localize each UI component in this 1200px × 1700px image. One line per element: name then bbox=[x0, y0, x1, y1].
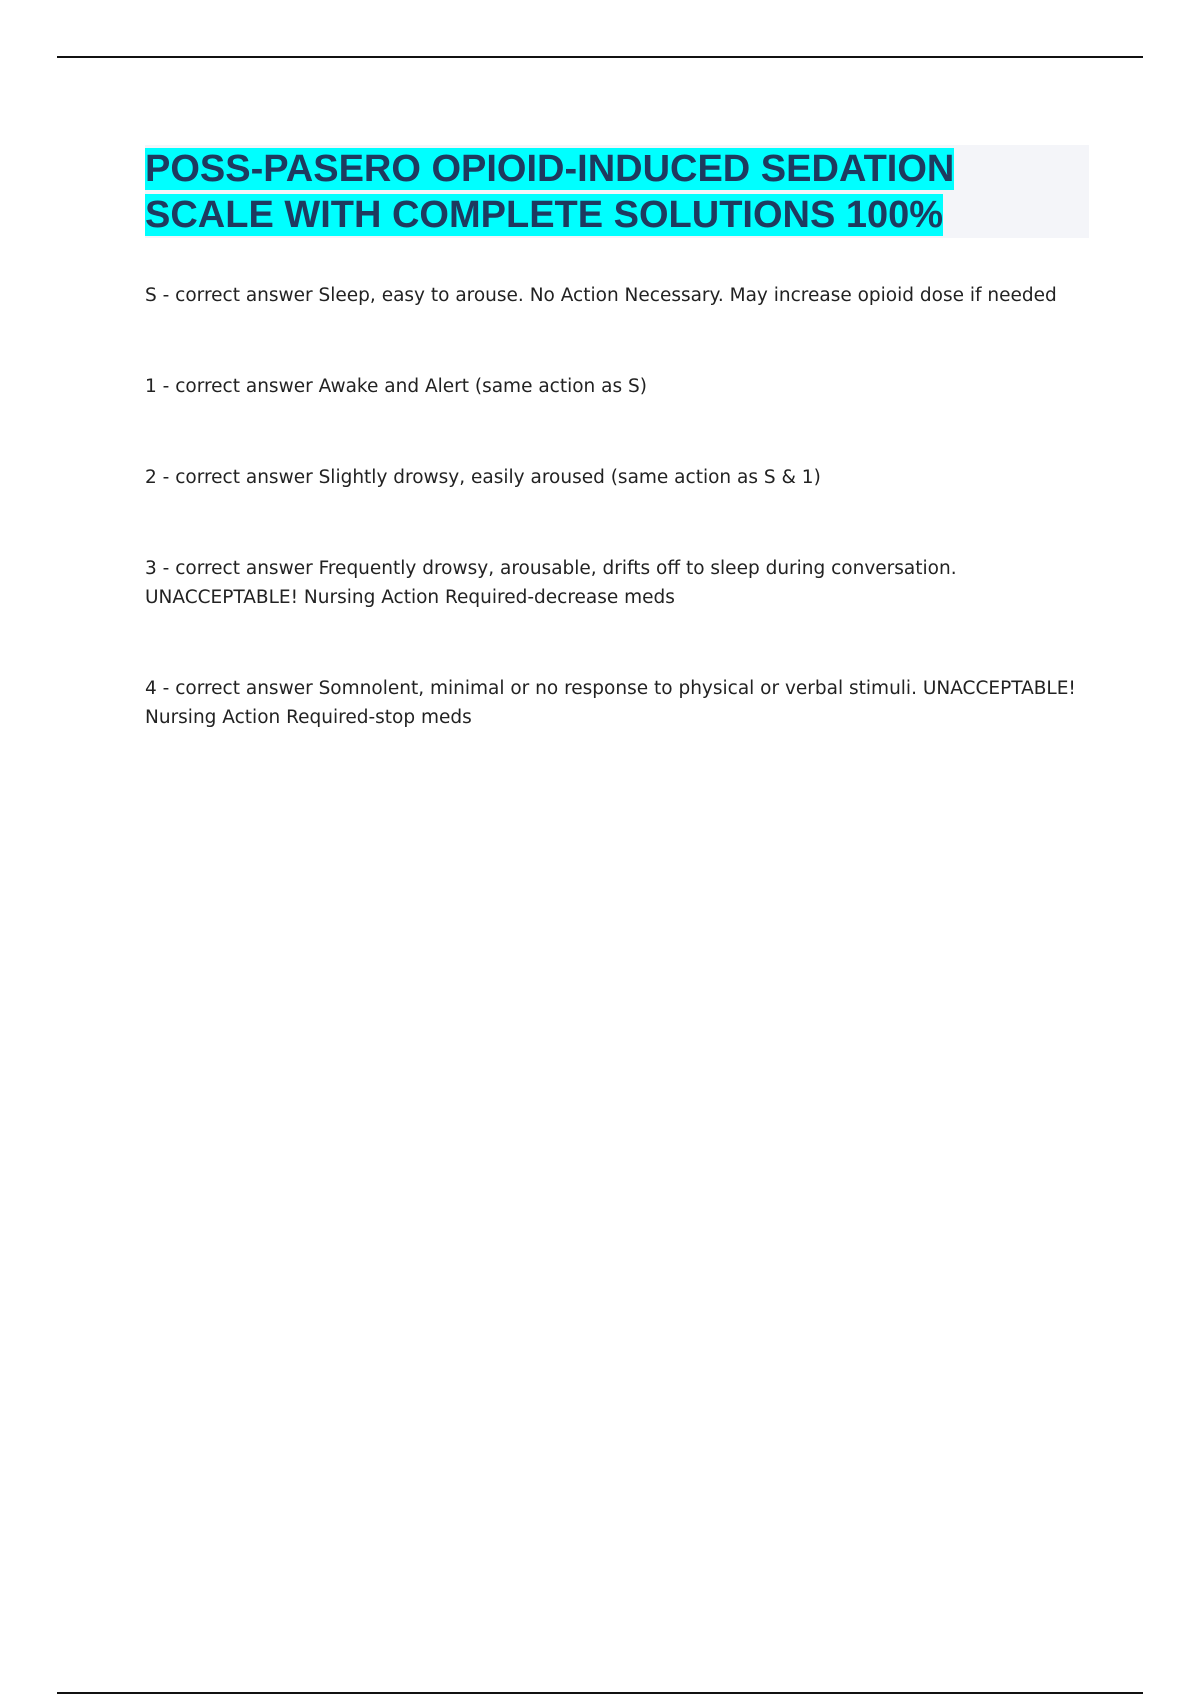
qa-item-s: S - correct answer Sleep, easy to arouse. No Action Necessary. May increase opioid dose if needed bbox=[145, 285, 1057, 306]
title-block bbox=[145, 145, 1089, 238]
qa-item-1: 1 - correct answer Awake and Alert (same action as S) bbox=[145, 376, 647, 397]
qa-item-4: 4 - correct answer Somnolent, minimal or no response to physical or verbal stimuli. UNACCEPTABLE! Nursing Action Required-stop meds bbox=[145, 678, 1076, 728]
document-title bbox=[145, 145, 1089, 238]
qa-list bbox=[145, 281, 1095, 732]
header-rule bbox=[57, 56, 1143, 58]
qa-item-2: 2 - correct answer Slightly drowsy, easily aroused (same action as S & 1) bbox=[145, 467, 821, 488]
footer-rule bbox=[57, 1692, 1143, 1694]
document-title-text: POSS-PASERO OPIOID-INDUCED SEDATION SCALE WITH COMPLETE SOLUTIONS 100% bbox=[145, 148, 955, 236]
qa-item-3: 3 - correct answer Frequently drowsy, arousable, drifts off to sleep during conversation. UNACCEPTABLE! Nursing Action Required-decrease meds bbox=[145, 558, 957, 608]
